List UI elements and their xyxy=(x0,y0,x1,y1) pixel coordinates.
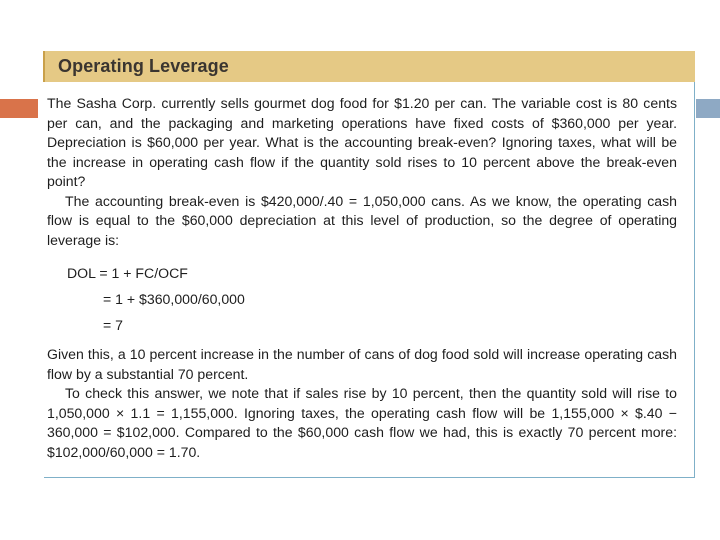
box-bottom-rule xyxy=(548,477,695,478)
problem-paragraph: The Sasha Corp. currently sells gourmet dog food for $1.20 per can. The variable cost is 80 cents per can, and the packaging and marketing operations have fixed costs of $360,000 per year. Depreciation is $60,000 per year. What is the accounting break-even? Ignoring taxes, what will be the increase in operating cash flow if the quantity sold rises to 10 percent above the break-even point? xyxy=(47,95,677,189)
conclusion-paragraph: Given this, a 10 percent increase in the number of cans of dog food sold will increase operating cash flow by a substantial 70 percent. xyxy=(47,346,677,382)
box-title: Operating Leverage xyxy=(58,56,229,76)
dol-equations xyxy=(67,260,677,338)
equation-line-3: = 7 xyxy=(103,317,123,333)
right-accent-bar xyxy=(696,99,720,118)
left-accent-bar xyxy=(0,99,38,118)
equation-line-2: = 1 + $360,000/60,000 xyxy=(103,291,245,307)
box-body xyxy=(47,94,677,462)
equation-line-1: DOL = 1 + FC/OCF xyxy=(67,265,188,281)
title-bar xyxy=(44,51,695,82)
solution-paragraph: The accounting break-even is $420,000/.40 = 1,050,000 cans. As we know, the operating cash flow is equal to the $60,000 depreciation at this level of production, so the degree of operating leverage is: xyxy=(47,192,677,248)
check-paragraph: To check this answer, we note that if sales rise by 10 percent, then the quantity sold will rise to 1,050,000 × 1.1 = 1,155,000. Ignoring taxes, the operating cash flow will be 1,155,000 × $.40 − 360,000 = $102,000. Compared to the $60,000 cash flow we had, this is exactly 70 percent more: $102,000/60,000 = 1.70. xyxy=(47,385,677,460)
